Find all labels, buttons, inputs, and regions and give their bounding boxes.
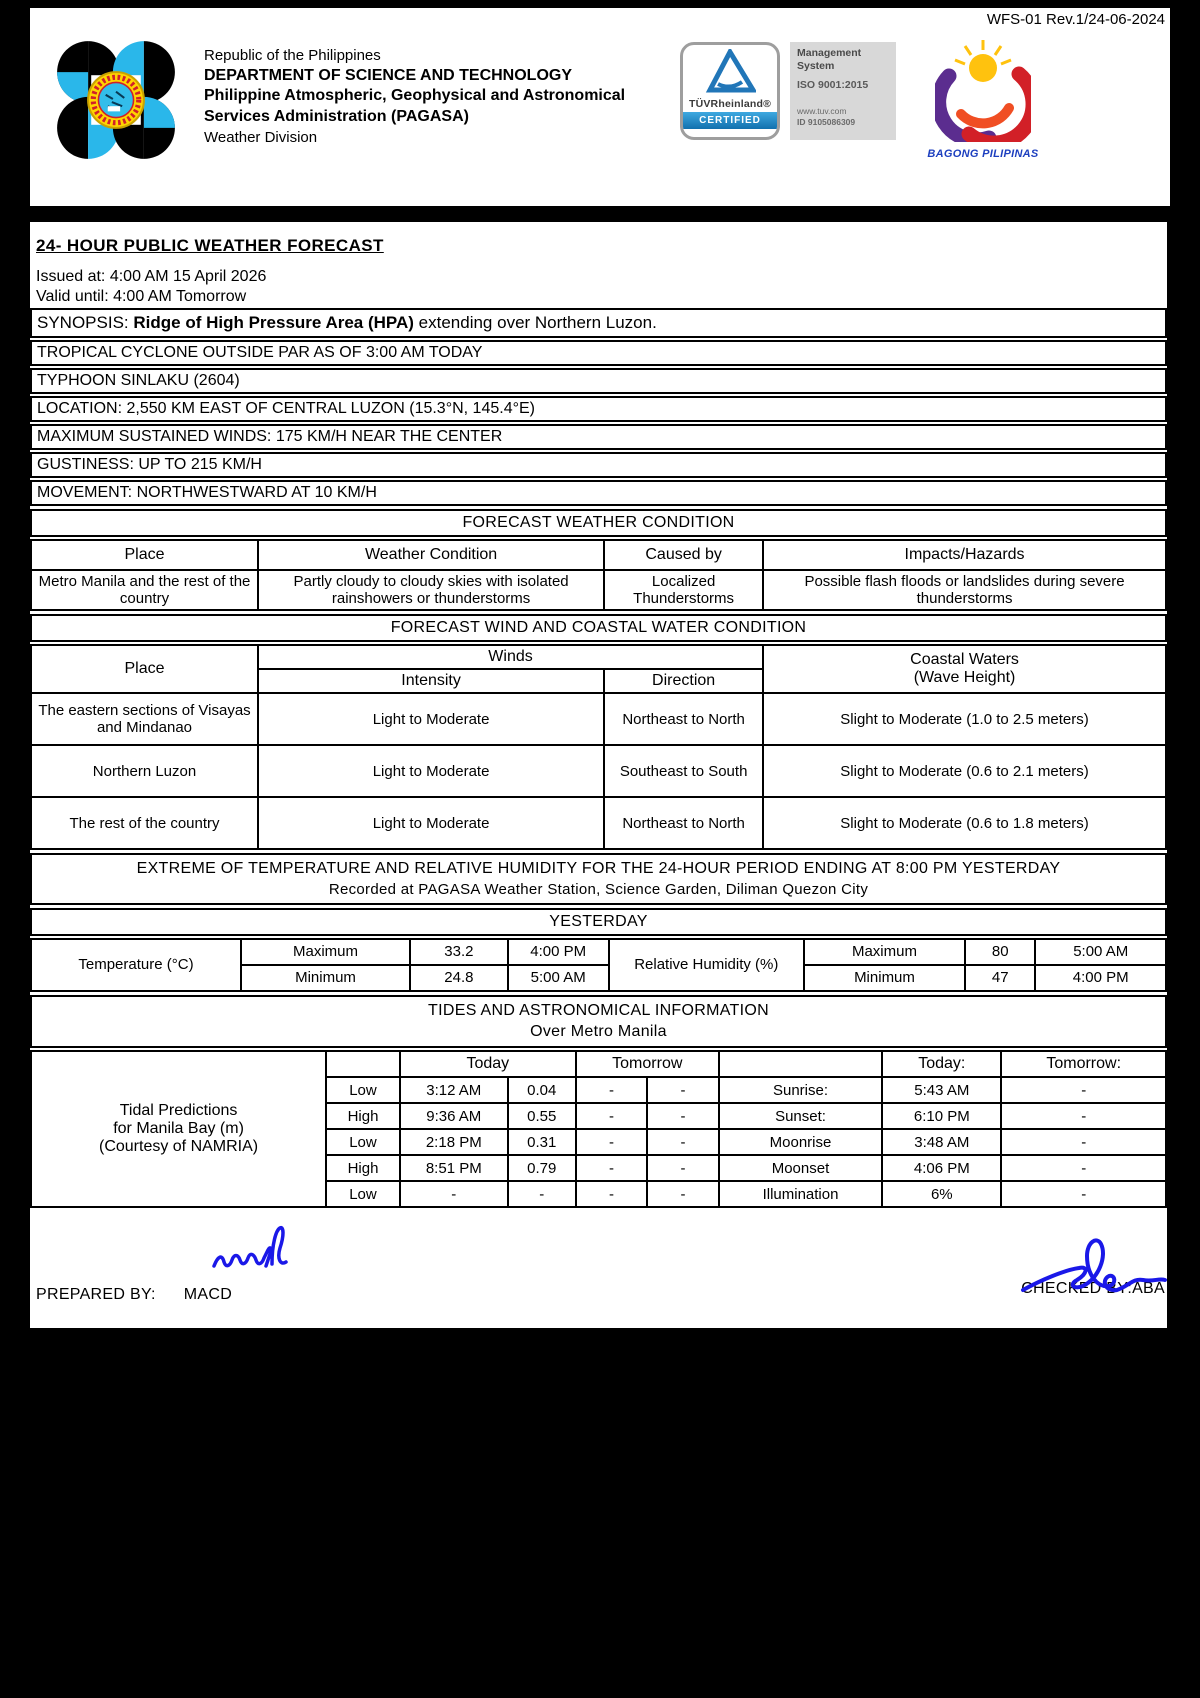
form-code: WFS-01 Rev.1/24-06-2024 (986, 11, 1165, 28)
tidal-label-line3: (Courtesy of NAMRIA) (98, 1138, 259, 1156)
wind-direction: Northeast to North (604, 797, 763, 849)
col-direction: Direction (604, 669, 763, 693)
tide-time: 3:12 AM (400, 1077, 508, 1103)
astro-label: Moonset (719, 1155, 882, 1181)
wind-table-header-1 (31, 645, 1166, 669)
wind-row-visayas-mindanao (31, 693, 1166, 745)
weather-section-title: FORECAST WEATHER CONDITION (30, 509, 1167, 537)
tide-tmrw-height: - (647, 1155, 719, 1181)
coastal-header-line1: Coastal Waters (910, 651, 1019, 668)
wind-section-title: FORECAST WIND AND COASTAL WATER CONDITION (30, 614, 1167, 642)
weather-place: Metro Manila and the rest of the country (31, 570, 258, 610)
wind-place: The eastern sections of Visayas and Mindanao (31, 693, 258, 745)
wind-coastal: Slight to Moderate (0.6 to 2.1 meters) (763, 745, 1166, 797)
cyclone-name-row: TYPHOON SINLAKU (2604) (30, 368, 1167, 394)
tides-section-header (30, 995, 1167, 1048)
tuv-iso-label: ISO 9001:2015 (797, 79, 869, 92)
weather-table-row (31, 570, 1166, 610)
col-intensity: Intensity (258, 669, 604, 693)
astro-tomorrow: - (1001, 1155, 1166, 1181)
checked-by-name: ABA (1132, 1280, 1165, 1298)
cyclone-location-row: LOCATION: 2,550 KM EAST OF CENTRAL LUZON (15.3°N, 145.4°E) (30, 396, 1167, 422)
tide-type: High (326, 1103, 400, 1129)
col-caused-by: Caused by (604, 540, 763, 570)
tide-type: Low (326, 1129, 400, 1155)
temperature-label: Temperature (°C) (31, 939, 241, 991)
temp-max-time: 4:00 PM (508, 939, 609, 965)
checked-by-label: CHECKED BY: (1021, 1280, 1133, 1298)
tide-type-header-blank (326, 1051, 400, 1077)
tide-tmrw-height: - (647, 1129, 719, 1155)
cyclone-gustiness-row: GUSTINESS: UP TO 215 KM/H (30, 452, 1167, 478)
astro-tomorrow: - (1001, 1181, 1166, 1207)
tide-table-header (31, 1051, 1166, 1077)
astro-header-blank (719, 1051, 882, 1077)
extremes-subtitle: Recorded at PAGASA Weather Station, Science Garden, Diliman Quezon City (328, 880, 869, 898)
tides-subtitle: Over Metro Manila (530, 1023, 667, 1041)
checked-signature (1017, 1228, 1167, 1308)
tuv-mgmt-line1: Management (797, 47, 862, 59)
prepared-signature (210, 1220, 330, 1278)
cyclone-winds-row: MAXIMUM SUSTAINED WINDS: 175 KM/H NEAR THE CENTER (30, 424, 1167, 450)
issued-at-line: Issued at: 4:00 AM 15 April 2026 (36, 268, 267, 285)
weather-impacts: Possible flash floods or landslides during severe thunderstorms (763, 570, 1166, 610)
agency-name-block (204, 46, 625, 147)
temp-max-row (31, 939, 1166, 965)
tides-astro-table (30, 1050, 1167, 1208)
valid-until-line: Valid until: 4:00 AM Tomorrow (36, 288, 247, 305)
weather-caused-by: Localized Thunderstorms (604, 570, 763, 610)
tidal-label-line1: Tidal Predictions (119, 1102, 238, 1120)
astro-today: 4:06 PM (882, 1155, 1001, 1181)
astro-today: 5:43 AM (882, 1077, 1001, 1103)
astro-label: Moonrise (719, 1129, 882, 1155)
astro-col-tomorrow: Tomorrow: (1001, 1051, 1166, 1077)
tuv-cert-id: ID 9105086309 (797, 117, 856, 127)
tide-time: 2:18 PM (400, 1129, 508, 1155)
tuv-certified-logo (680, 42, 780, 140)
agency-line-5: Weather Division (204, 128, 318, 146)
agency-line-1: Republic of the Philippines (204, 47, 381, 64)
rh-min-time: 4:00 PM (1035, 965, 1166, 991)
humidity-label: Relative Humidity (%) (609, 939, 804, 991)
pagasa-logo-icon (54, 38, 178, 162)
temp-maximum-label: Maximum (241, 939, 410, 965)
wind-intensity: Light to Moderate (258, 693, 604, 745)
tuv-mgmt-line2: System (797, 60, 835, 73)
weather-condition-table (30, 539, 1167, 611)
tide-time: - (400, 1181, 508, 1207)
astro-today: 6:10 PM (882, 1103, 1001, 1129)
wind-intensity: Light to Moderate (258, 745, 604, 797)
tide-time: 9:36 AM (400, 1103, 508, 1129)
temp-min-time: 5:00 AM (508, 965, 609, 991)
agency-line-4: Services Administration (PAGASA) (204, 108, 469, 126)
tuv-brand-label: TÜVRheinland® (688, 98, 772, 110)
prepared-by-line (36, 1286, 232, 1304)
tide-type: High (326, 1155, 400, 1181)
tide-height: 0.31 (508, 1129, 576, 1155)
col-winds: Winds (258, 645, 763, 669)
temp-min-value: 24.8 (410, 965, 508, 991)
tuv-triangle-icon (704, 49, 756, 93)
wind-direction: Southeast to South (604, 745, 763, 797)
synopsis-row (30, 308, 1167, 338)
tide-height: 0.79 (508, 1155, 576, 1181)
tide-tmrw-time: - (576, 1155, 648, 1181)
tide-col-tomorrow: Tomorrow (576, 1051, 719, 1077)
astro-tomorrow: - (1001, 1077, 1166, 1103)
tide-tmrw-height: - (647, 1181, 719, 1207)
tide-tmrw-time: - (576, 1077, 648, 1103)
wind-row-rest-of-country (31, 797, 1166, 849)
wind-coastal: Slight to Moderate (1.0 to 2.5 meters) (763, 693, 1166, 745)
tuv-management-panel (790, 42, 896, 140)
col-weather-condition: Weather Condition (258, 540, 604, 570)
tide-tmrw-height: - (647, 1103, 719, 1129)
tide-col-today: Today (400, 1051, 576, 1077)
bagong-pilipinas-icon (935, 38, 1031, 142)
tuv-website: www.tuv.com (797, 106, 847, 117)
col-coastal-waters (763, 645, 1166, 693)
astro-tomorrow: - (1001, 1129, 1166, 1155)
rh-min-value: 47 (965, 965, 1035, 991)
tide-type: Low (326, 1181, 400, 1207)
tide-height: 0.04 (508, 1077, 576, 1103)
yesterday-label: YESTERDAY (30, 908, 1167, 936)
extremes-section-header (30, 853, 1167, 905)
wind-row-northern-luzon (31, 745, 1166, 797)
weather-table-header (31, 540, 1166, 570)
wind-place: The rest of the country (31, 797, 258, 849)
forecast-document (30, 222, 1167, 1328)
cyclone-status-row: TROPICAL CYCLONE OUTSIDE PAR AS OF 3:00 AM TODAY (30, 340, 1167, 366)
prepared-by-label: PREPARED BY: (36, 1286, 156, 1304)
weather-condition: Partly cloudy to cloudy skies with isolated rainshowers or thunderstorms (258, 570, 604, 610)
col-impacts: Impacts/Hazards (763, 540, 1166, 570)
letterhead (30, 8, 1170, 206)
rh-max-value: 80 (965, 939, 1035, 965)
wind-place: Northern Luzon (31, 745, 258, 797)
col-place: Place (31, 540, 258, 570)
astro-today: 3:48 AM (882, 1129, 1001, 1155)
wind-coastal-table (30, 644, 1167, 850)
astro-tomorrow: - (1001, 1103, 1166, 1129)
synopsis-rest: extending over Northern Luzon. (413, 313, 657, 332)
astro-col-today: Today: (882, 1051, 1001, 1077)
rh-maximum-label: Maximum (804, 939, 965, 965)
wind-direction: Northeast to North (604, 693, 763, 745)
astro-label: Illumination (719, 1181, 882, 1207)
tide-tmrw-time: - (576, 1129, 648, 1155)
cyclone-movement-row: MOVEMENT: NORTHWESTWARD AT 10 KM/H (30, 480, 1167, 506)
col-wind-place: Place (31, 645, 258, 693)
wind-intensity: Light to Moderate (258, 797, 604, 849)
astro-today: 6% (882, 1181, 1001, 1207)
extremes-title: EXTREME OF TEMPERATURE AND RELATIVE HUMIDITY FOR THE 24-HOUR PERIOD ENDING AT 8:00 PM YESTERDAY (136, 860, 1061, 877)
rh-max-time: 5:00 AM (1035, 939, 1166, 965)
temp-minimum-label: Minimum (241, 965, 410, 991)
tidal-predictions-label (31, 1051, 326, 1207)
tide-height: 0.55 (508, 1103, 576, 1129)
rh-minimum-label: Minimum (804, 965, 965, 991)
signature-area (30, 1214, 1167, 1314)
temperature-humidity-table (30, 938, 1167, 992)
tides-title: TIDES AND ASTRONOMICAL INFORMATION (428, 1001, 769, 1019)
astro-label: Sunrise: (719, 1077, 882, 1103)
astro-label: Sunset: (719, 1103, 882, 1129)
tidal-label-line2: for Manila Bay (m) (113, 1120, 244, 1138)
tide-tmrw-height: - (647, 1077, 719, 1103)
tide-height: - (508, 1181, 576, 1207)
tide-type: Low (326, 1077, 400, 1103)
agency-line-3: Philippine Atmospheric, Geophysical and Astronomical (204, 87, 626, 105)
tide-tmrw-time: - (576, 1103, 648, 1129)
wind-coastal: Slight to Moderate (0.6 to 1.8 meters) (763, 797, 1166, 849)
tide-tmrw-time: - (576, 1181, 648, 1207)
bagong-pilipinas-logo (908, 38, 1058, 160)
coastal-header-line2: (Wave Height) (913, 669, 1016, 686)
prepared-by-name: MACD (183, 1286, 233, 1304)
tide-time: 8:51 PM (400, 1155, 508, 1181)
agency-line-2: DEPARTMENT OF SCIENCE AND TECHNOLOGY (204, 66, 573, 84)
synopsis-label: SYNOPSIS: (37, 313, 134, 332)
document-title: 24- HOUR PUBLIC WEATHER FORECAST (36, 236, 384, 255)
tuv-certified-label: CERTIFIED (683, 112, 777, 129)
bagong-pilipinas-label: BAGONG PILIPINAS (927, 148, 1039, 160)
temp-max-value: 33.2 (410, 939, 508, 965)
synopsis-highlight: Ridge of High Pressure Area (HPA) (133, 313, 414, 332)
